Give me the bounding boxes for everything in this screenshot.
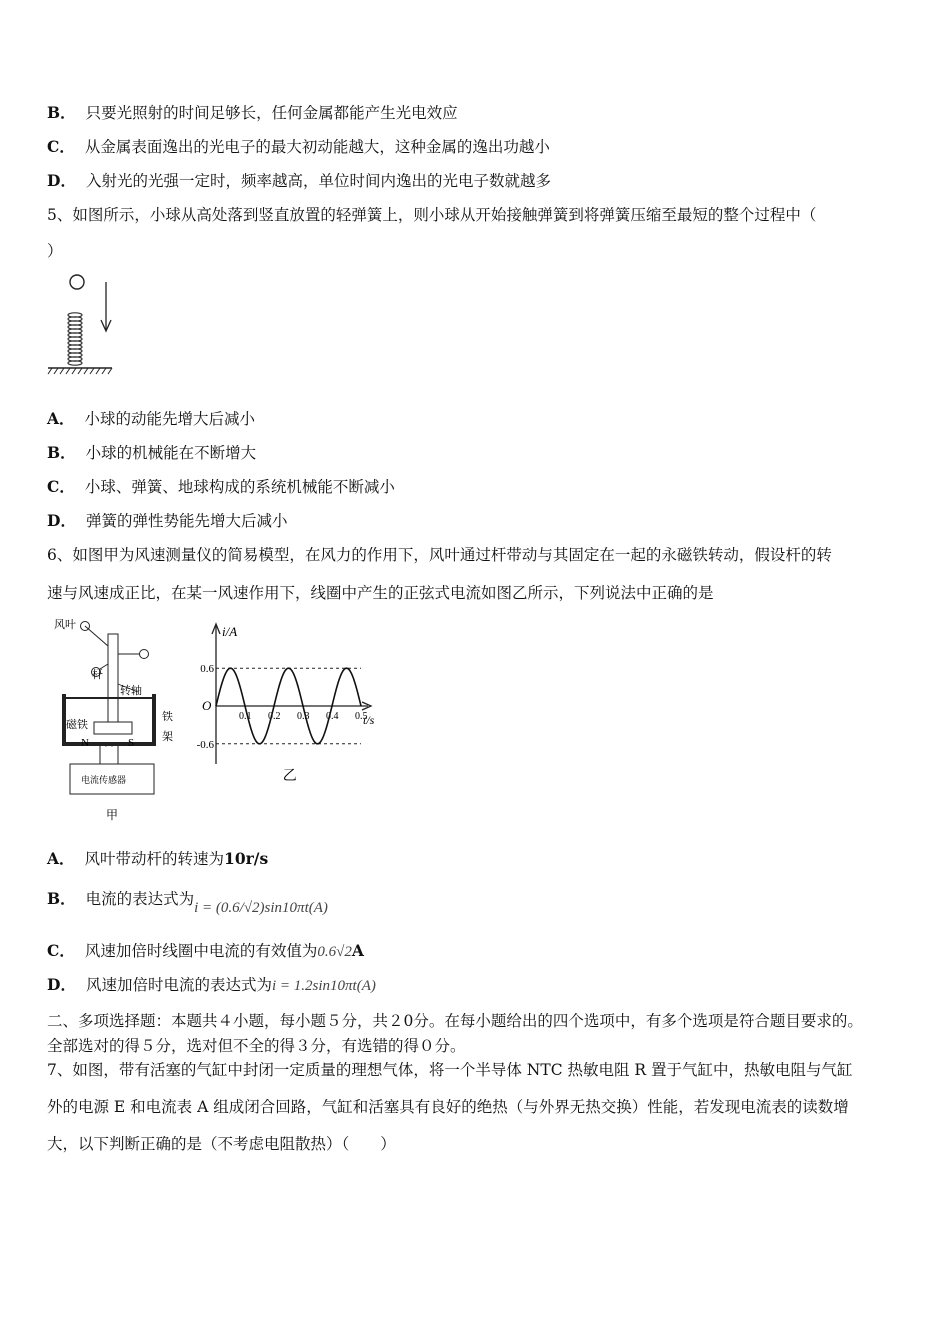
label-N: N [81,737,89,749]
label-gan: 杆 [92,669,103,681]
label-zhuanzhou: 转轴 [120,685,142,697]
q4-option-b: B． 只要光照射的时间足够长，任何金属都能产生光电效应 [47,103,458,122]
x-tick-label: 0.2 [268,711,281,722]
x-tick-label: 0.4 [326,711,339,722]
x-axis-label: t/s [363,713,375,727]
spring-ball-figure [44,270,124,380]
figure-yi-current-chart [196,614,386,784]
label-cixie: 磁铁 [66,719,88,731]
q6-option-c-formula: 0.6√2 [317,944,352,960]
q7-line1: 7、如图，带有活塞的气缸中封闭一定质量的理想气体，将一个半导体 NTC 热敏电阻 R 置于气缸中，热敏电阻与气缸 [47,1061,853,1079]
section2-line2: 全部选对的得５分，选对但不全的得３分，有选错的得０分。 [47,1037,466,1055]
q5-stem-end: ） [47,242,63,260]
caption-jia: 甲 [106,808,119,822]
shaft-rod [108,634,118,724]
q6-stem-line1: 6、如图甲为风速测量仪的简易模型，在风力的作用下，风叶通过杆带动与其固定在一起的永磁铁转动，假设杆的转 [47,546,832,564]
q5-option-b: B． 小球的机械能在不断增大 [47,443,257,462]
y-tick-label: 0.6 [200,663,214,676]
q6-option-a-value: 10r/s [224,849,269,868]
q6-option-d: D． 风速加倍时电流的表达式为i = 1.2sin10πt(A) [47,975,376,994]
q6-option-c: C． 风速加倍时线圈中电流的有效值为0.6√2A [47,941,364,960]
q7-line3: 大，以下判断正确的是（不考虑电阻散热）（ ） [47,1135,396,1153]
y-tick-label: -0.6 [196,738,214,751]
q4-option-c: C． 从金属表面逸出的光电子的最大初动能越大，这种金属的逸出功越小 [47,137,550,156]
label-fengye: 风叶 [54,619,76,631]
q6-option-d-formula: i = 1.2sin10πt(A) [271,978,376,994]
section2-line1: 二、多项选择题：本题共４小题，每小题５分，共２0分。在每小题给出的四个选项中，有多个选项是符合题目要求的。 [47,1012,863,1030]
vane-cup [140,650,149,659]
label-S: S [128,737,135,749]
q6-option-b: B． 电流的表达式为i = (0.6/√2)sin10πt(A) [47,889,328,916]
q6-option-b-formula: i = (0.6/√2)sin10πt(A) [194,900,328,916]
origin-label: O [202,698,212,713]
y-axis-label: i/A [222,624,238,639]
q5-option-d: D． 弹簧的弹性势能先增大后减小 [47,511,288,530]
q5-option-c: C． 小球、弹簧、地球构成的系统机械能不断减小 [47,477,395,496]
caption-yi: 乙 [282,769,297,784]
ball [70,275,84,289]
q6-stem-line2: 速与风速成正比，在某一风速作用下，线圈中产生的正弦式电流如图乙所示，下列说法中正确的是 [47,584,714,602]
q5-option-a: A． 小球的动能先增大后减小 [47,409,256,428]
q6-option-a: A． 风叶带动杆的转速为10r/s [47,849,269,868]
label-tie: 铁 [162,711,173,723]
label-jia: 架 [162,731,173,743]
magnet [94,722,132,734]
label-sensor: 电流传感器 [81,775,127,785]
q4-option-d: D． 入射光的光强一定时，频率越高，单位时间内逸出的光电子数就越多 [47,171,551,190]
x-tick-label: 0.5 [355,711,368,722]
figure-jia-anemometer [48,614,198,826]
ground [48,368,112,374]
q5-stem: 5、如图所示，小球从高处落到竖直放置的轻弹簧上，则小球从开始接触弹簧到将弹簧压缩至最短的整个过程中（ [47,206,817,224]
x-tick-label: 0.1 [239,711,252,722]
q7-line2: 外的电源 E 和电流表 A 组成闭合回路，气缸和活塞具有良好的绝热（与外界无热交换）性能，若发现电流表的读数增 [47,1098,849,1116]
x-tick-label: 0.3 [297,711,310,722]
spring [68,313,82,365]
